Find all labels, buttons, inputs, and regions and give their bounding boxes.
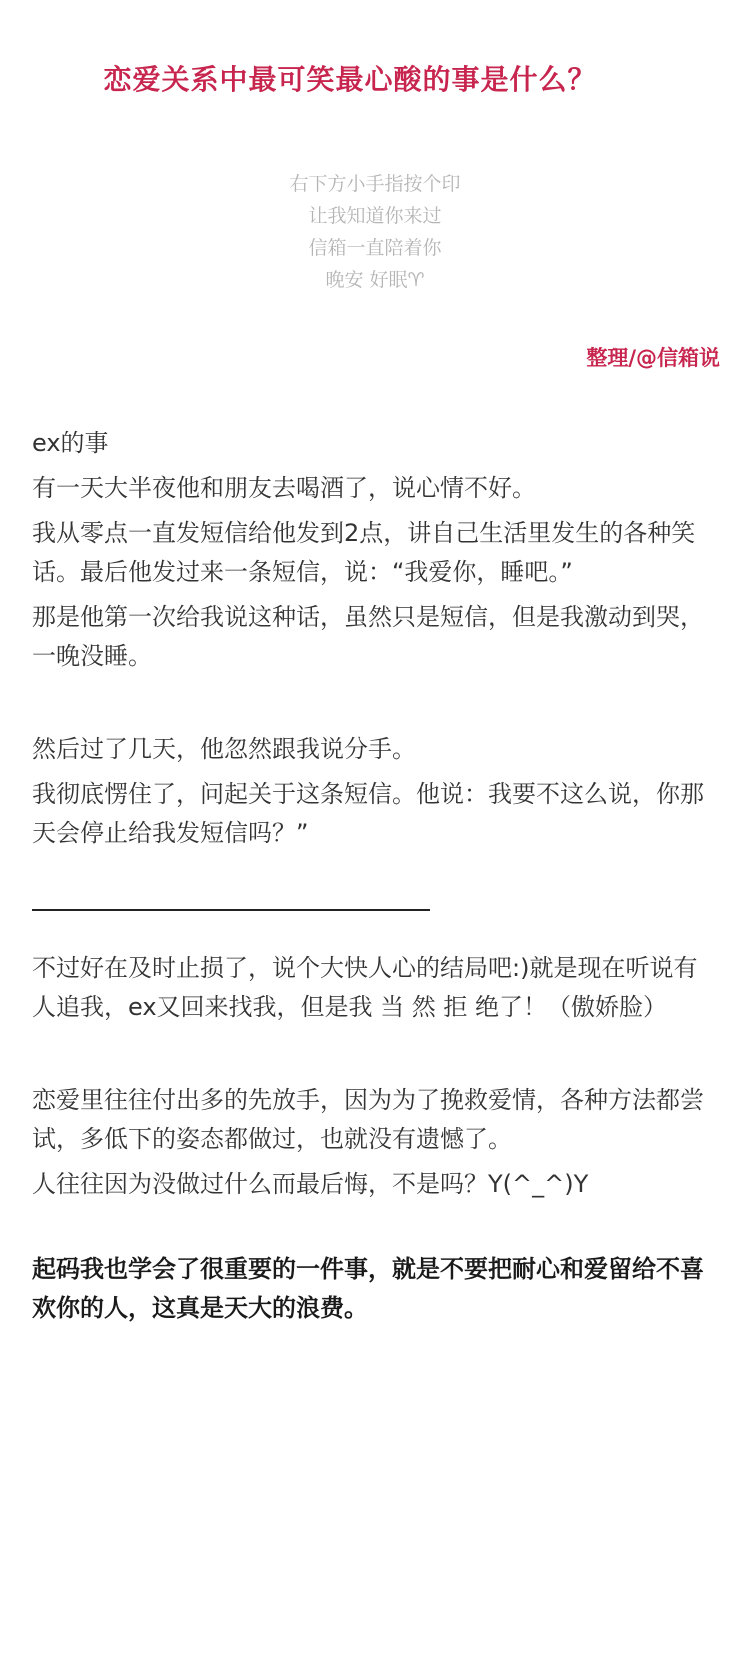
divider-line bbox=[32, 909, 430, 911]
paragraph: 我彻底愣住了，问起关于这条短信。他说：我要不这么说，你那天会停止给我发短信吗？” bbox=[32, 780, 704, 847]
paragraph: 恋爱里往往付出多的先放手，因为为了挽救爱情，各种方法都尝试，多低下的姿态都做过，也就没有遗憾了。 bbox=[32, 1086, 704, 1153]
article-title: 恋爱关系中最可笑最心酸的事是什么？ bbox=[103, 63, 597, 96]
paragraph: ex的事 bbox=[32, 429, 109, 457]
paragraph: 我从零点一直发短信给他发到2点，讲自己生活里发生的各种笑话。最后他发过来一条短信，说：“我爱你，睡吧。” bbox=[32, 519, 696, 586]
greeting-line: 信箱一直陪着你 bbox=[308, 237, 442, 259]
paragraph: 有一天大半夜他和朋友去喝酒了，说心情不好。 bbox=[32, 474, 536, 502]
greeting-block bbox=[0, 168, 750, 296]
paragraph: 人往往因为没做过什么而最后悔，不是吗？Y(^_^)Y bbox=[32, 1170, 589, 1198]
paragraph: 不过好在及时止损了，说个大快人心的结局吧:)就是现在听说有人追我，ex又回来找我，但是我 当 然 拒 绝了！（傲娇脸） bbox=[32, 954, 698, 1021]
greeting-line: 晚安 好眠♈ bbox=[325, 269, 425, 291]
author-credit: 整理/@信箱说 bbox=[586, 346, 720, 370]
paragraph: 然后过了几天，他忽然跟我说分手。 bbox=[32, 735, 416, 763]
article-body bbox=[32, 424, 712, 1328]
paragraph-emphasis: 起码我也学会了很重要的一件事，就是不要把耐心和爱留给不喜欢你的人，这真是天大的浪费。 bbox=[32, 1255, 704, 1322]
paragraph: 那是他第一次给我说这种话，虽然只是短信，但是我激动到哭，一晚没睡。 bbox=[32, 603, 704, 670]
greeting-line: 右下方小手指按个印 bbox=[289, 173, 461, 195]
greeting-line: 让我知道你来过 bbox=[308, 205, 442, 227]
